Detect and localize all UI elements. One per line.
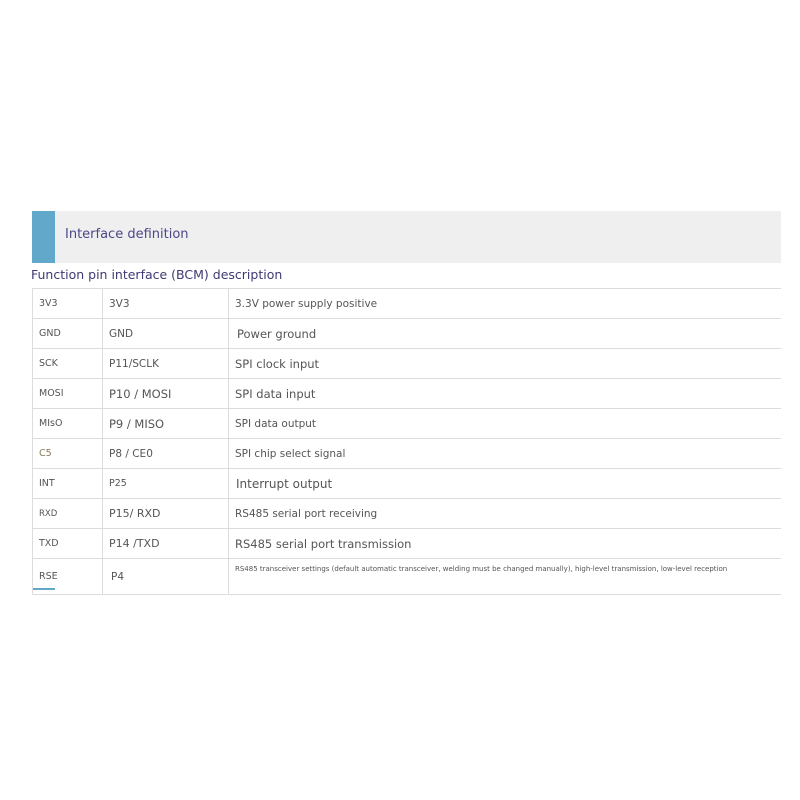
pin-bcm: P9 / MISO (103, 409, 229, 439)
pin-description: RS485 serial port transmission (229, 529, 782, 559)
pin-bcm: P8 / CE0 (103, 439, 229, 469)
pin-name: RSE (33, 559, 103, 595)
pin-bcm: 3V3 (103, 289, 229, 319)
pin-bcm: GND (103, 319, 229, 349)
pin-description: SPI data input (229, 379, 782, 409)
pin-name: C5 (33, 439, 103, 469)
table-row (33, 289, 782, 319)
table-row (33, 409, 782, 439)
table-row (33, 529, 782, 559)
table-row (33, 349, 782, 379)
pin-name: 3V3 (33, 289, 103, 319)
section-title: Interface definition (65, 227, 189, 242)
pin-name: MIsO (33, 409, 103, 439)
pin-table (32, 288, 781, 595)
table-row (33, 379, 782, 409)
table-caption: Function pin interface (BCM) description (31, 267, 283, 282)
table-row (33, 469, 782, 499)
pin-description: SPI clock input (229, 349, 782, 379)
pin-bcm: P15/ RXD (103, 499, 229, 529)
pin-name: MOSI (33, 379, 103, 409)
pin-description: 3.3V power supply positive (229, 289, 782, 319)
pin-name: SCK (33, 349, 103, 379)
table-row (33, 319, 782, 349)
pin-description: RS485 transceiver settings (default automatic transceiver, welding must be changed manually), high-level transmission, low-level reception (229, 559, 782, 595)
section-accent-bar (32, 211, 55, 263)
pin-description: Power ground (229, 319, 782, 349)
section-header (32, 211, 781, 263)
pin-bcm: P11/SCLK (103, 349, 229, 379)
pin-name: INT (33, 469, 103, 499)
pin-bcm: P4 (103, 559, 229, 595)
pin-description: SPI chip select signal (229, 439, 782, 469)
accent-underline (33, 588, 55, 590)
table-row (33, 439, 782, 469)
pin-name: RXD (33, 499, 103, 529)
pin-bcm: P10 / MOSI (103, 379, 229, 409)
pin-name: TXD (33, 529, 103, 559)
pin-name: GND (33, 319, 103, 349)
table-row (33, 499, 782, 529)
table-row (33, 559, 782, 595)
pin-description: Interrupt output (229, 469, 782, 499)
pin-bcm: P14 /TXD (103, 529, 229, 559)
pin-description: RS485 serial port receiving (229, 499, 782, 529)
pin-bcm: P25 (103, 469, 229, 499)
pin-description: SPI data output (229, 409, 782, 439)
